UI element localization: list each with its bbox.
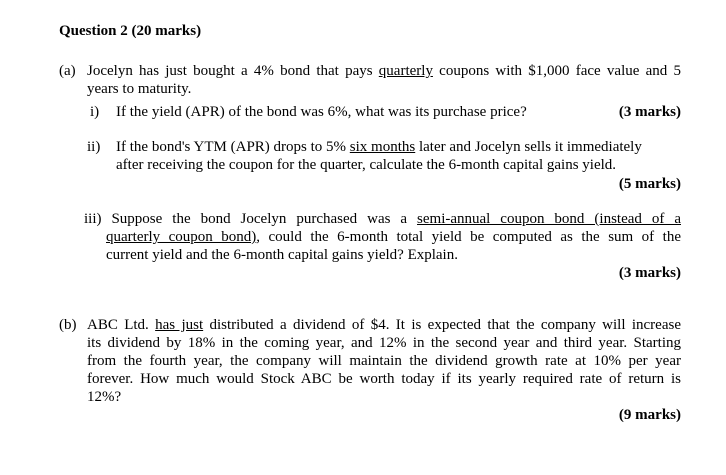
part-a-ii-line1: If the bond's YTM (APR) drops to 5% six months later and Jocelyn sells it immediately: [116, 139, 642, 155]
part-a-ii-marks: (5 marks): [618, 176, 681, 192]
part-b-line5: 12%?: [87, 389, 122, 405]
question-title: Question 2 (20 marks): [59, 23, 202, 39]
quarterly-underlined: quarterly: [378, 63, 433, 79]
part-b-label: (b): [59, 317, 77, 333]
part-a-ii-label: ii): [87, 139, 101, 155]
part-a-line2: years to maturity.: [87, 81, 192, 97]
part-b-line4: forever. How much would Stock ABC be worth today if its yearly required rate of return is: [87, 371, 681, 387]
part-a-ii-line2: after receiving the coupon for the quarter, calculate the 6-month capital gains yield.: [116, 157, 617, 173]
part-a-iii-line3: current yield and the 6-month capital gains yield? Explain.: [106, 247, 458, 263]
part-a-i-marks: (3 marks): [618, 104, 681, 120]
part-a-iii-line2: quarterly coupon bond), could the 6-month total yield be computed as the sum of the: [106, 229, 681, 245]
part-a-iii-marks: (3 marks): [618, 265, 681, 281]
part-a-label: (a): [59, 63, 76, 79]
part-a-iii-line1: iii) Suppose the bond Jocelyn purchased was a semi-annual coupon bond (instead of a: [84, 211, 681, 227]
part-a-line1: Jocelyn has just bought a 4% bond that pays quarterly coupons with $1,000 face value and 5: [87, 63, 682, 79]
part-b-line3: from the fourth year, the company will maintain the dividend growth rate at 10% per year: [87, 353, 681, 369]
part-b-line2: its dividend by 18% in the coming year, and 12% in the second year and third year. Starting: [87, 335, 681, 351]
part-a-i-label: i): [90, 104, 100, 120]
part-a-i-text: If the yield (APR) of the bond was 6%, what was its purchase price?: [116, 104, 527, 120]
part-b-marks: (9 marks): [618, 407, 681, 423]
has-just-underlined: has just: [155, 317, 204, 333]
semi-annual-underlined: semi-annual coupon bond (instead of a: [417, 211, 681, 227]
six-months-underlined: six months: [349, 139, 416, 155]
part-b-line1: ABC Ltd. has just distributed a dividend of $4. It is expected that the company will increase: [87, 317, 681, 333]
quarterly-coupon-underlined: quarterly coupon bond): [106, 229, 257, 245]
